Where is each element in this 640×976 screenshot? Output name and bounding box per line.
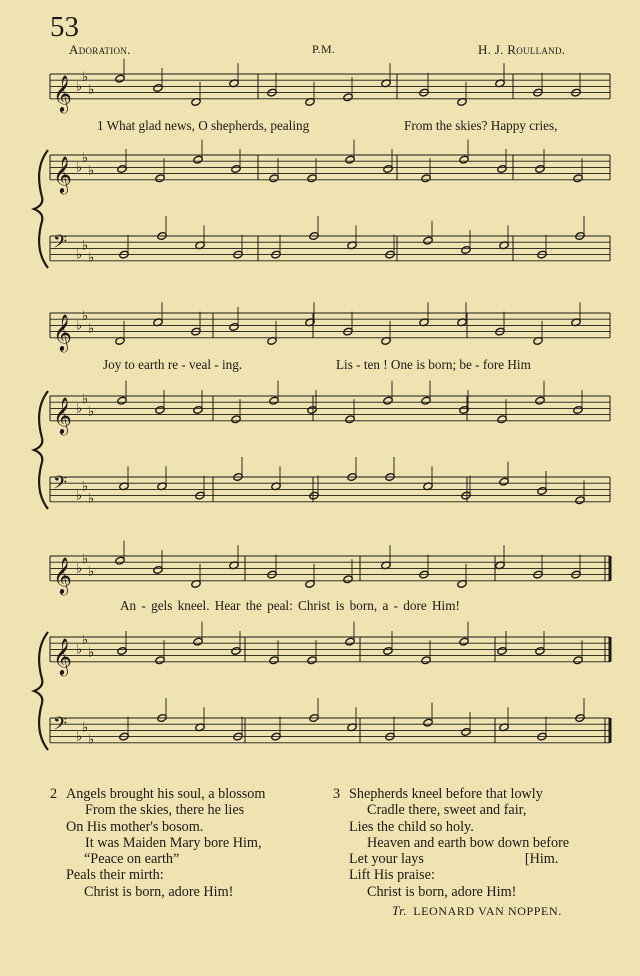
brace-icon bbox=[34, 391, 48, 509]
flat-icon: ♭ bbox=[88, 732, 95, 748]
flat-icon: ♭ bbox=[82, 633, 89, 649]
verse-line: “Peace on earth” bbox=[84, 851, 180, 868]
translator-name: LEONARD VAN NOPPEN. bbox=[413, 904, 562, 918]
lyric-system1-b: From the skies? Happy cries, bbox=[404, 118, 558, 133]
flat-icon: ♭ bbox=[82, 552, 89, 568]
verse-3 bbox=[333, 786, 569, 900]
flat-icon: ♭ bbox=[88, 404, 95, 420]
verse-line bbox=[333, 851, 569, 867]
flat-icon: ♭ bbox=[76, 729, 83, 745]
verse-line: Shepherds kneel before that lowly bbox=[349, 786, 543, 802]
tune-name: Adoration. bbox=[69, 42, 131, 57]
verse-line: From the skies, there he lies bbox=[85, 802, 245, 819]
bass-clef-icon: 𝄢 bbox=[53, 232, 68, 257]
treble-clef-icon: 𝄞 bbox=[53, 555, 72, 594]
verse-line: Christ is born, adore Him! bbox=[367, 883, 517, 900]
verse-line: Peals their mirth: bbox=[66, 867, 164, 884]
bass-clef-icon: 𝄢 bbox=[53, 714, 68, 739]
score-layer bbox=[34, 59, 610, 750]
flat-icon: ♭ bbox=[82, 392, 89, 408]
verse-line: It was Maiden Mary bore Him, bbox=[85, 834, 262, 851]
flat-icon: ♭ bbox=[82, 720, 89, 736]
treble-clef-icon: 𝄞 bbox=[53, 636, 72, 675]
verse-line: Angels brought his soul, a blossom bbox=[66, 786, 266, 802]
treble-clef-icon: 𝄞 bbox=[53, 312, 72, 351]
flat-icon: ♭ bbox=[88, 82, 95, 98]
flat-icon: ♭ bbox=[88, 564, 95, 580]
verse-line: Cradle there, sweet and fair, bbox=[367, 802, 527, 819]
flat-icon: ♭ bbox=[82, 479, 89, 495]
meter: P.M. bbox=[312, 42, 336, 56]
flat-icon: ♭ bbox=[88, 491, 95, 507]
hymn-number: 53 bbox=[50, 11, 79, 43]
verse-line: Christ is born, adore Him! bbox=[84, 883, 234, 900]
treble-clef-icon: 𝄞 bbox=[53, 395, 72, 434]
flat-icon: ♭ bbox=[88, 645, 95, 661]
verse-line: Lies the child so holy. bbox=[349, 818, 474, 835]
flat-icon: ♭ bbox=[76, 247, 83, 263]
bass-clef-icon: 𝄢 bbox=[53, 473, 68, 498]
verse-2-number: 2 bbox=[50, 786, 58, 802]
flat-icon: ♭ bbox=[88, 163, 95, 179]
lyric-system2-a: Joy to earth re - veal - ing. bbox=[103, 357, 243, 372]
flat-icon: ♭ bbox=[88, 321, 95, 337]
verse-3-number: 3 bbox=[333, 786, 341, 802]
verse-2 bbox=[50, 786, 265, 900]
flat-icon: ♭ bbox=[82, 151, 89, 167]
flat-icon: ♭ bbox=[82, 70, 89, 86]
lyric-system3: An - gels kneel. Hear the peal: Christ is born, a - dore Him! bbox=[120, 598, 460, 613]
flat-icon: ♭ bbox=[76, 561, 83, 577]
lyric-system2-b: Lis - ten ! One is born; be - fore Him bbox=[336, 357, 531, 372]
treble-clef-icon: 𝄞 bbox=[53, 154, 72, 193]
brace-icon bbox=[34, 150, 48, 268]
lyric-system1-a: 1 What glad news, O shepherds, pealing bbox=[97, 118, 310, 133]
flat-icon: ♭ bbox=[76, 488, 83, 504]
flat-icon: ♭ bbox=[82, 238, 89, 254]
treble-clef-icon: 𝄞 bbox=[53, 73, 72, 112]
translator-prefix: Tr. bbox=[392, 903, 408, 918]
verse-line: Heaven and earth bow down before bbox=[367, 834, 570, 851]
flat-icon: ♭ bbox=[76, 160, 83, 176]
flat-icon: ♭ bbox=[76, 318, 83, 334]
verse-line-continuation: [Him. bbox=[524, 851, 559, 868]
flat-icon: ♭ bbox=[76, 79, 83, 95]
verse-line: Lift His praise: bbox=[349, 867, 435, 884]
brace-icon bbox=[34, 632, 48, 750]
verse-line: On His mother's bosom. bbox=[66, 818, 204, 835]
verse-line-text: Let your lays bbox=[349, 851, 424, 868]
translator-credit bbox=[392, 903, 562, 919]
flat-icon: ♭ bbox=[76, 642, 83, 658]
flat-icon: ♭ bbox=[76, 401, 83, 417]
flat-icon: ♭ bbox=[82, 309, 89, 325]
composer: H. J. Roulland. bbox=[478, 42, 566, 57]
flat-icon: ♭ bbox=[88, 250, 95, 266]
